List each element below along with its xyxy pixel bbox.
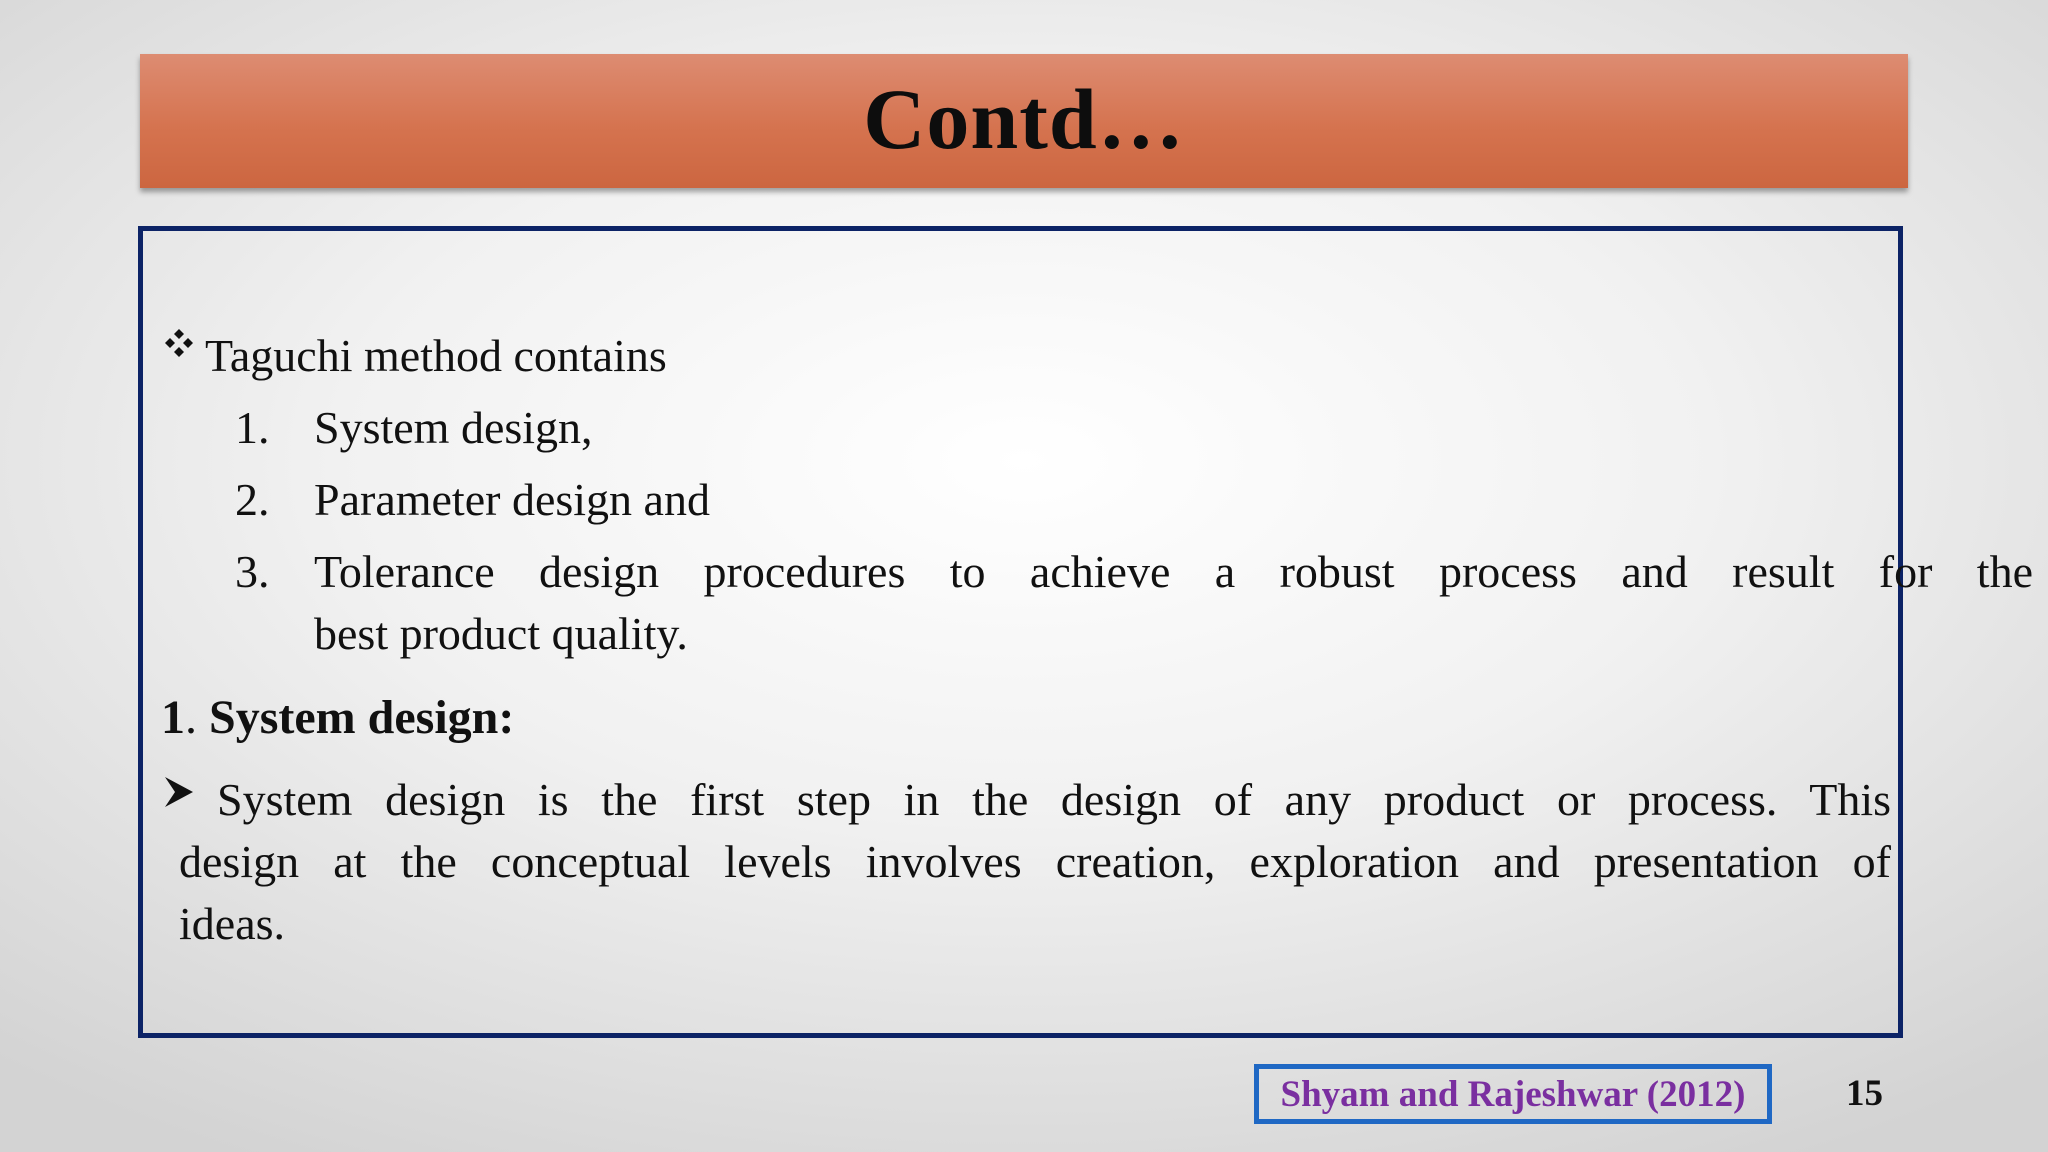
list-item-3-line-1: Tolerance design procedures to achieve a robust process and result for the — [314, 546, 2033, 597]
section-heading-separator: . — [185, 691, 197, 744]
content-box — [138, 226, 2033, 1038]
list-number-1: 1. — [235, 402, 270, 453]
page-number: 15 — [1846, 1073, 1883, 1114]
citation-text: Shyam and Rajeshwar (2012) — [1280, 1073, 1746, 1115]
title-banner — [140, 54, 1908, 188]
section-heading — [161, 689, 514, 747]
section-heading-number: 1 — [161, 691, 185, 744]
arrowhead-bullet-icon — [163, 775, 195, 809]
list-item-3-line-2: best product quality. — [314, 608, 688, 659]
citation-box — [1254, 1064, 1772, 1124]
list-item-2: Parameter design and — [314, 474, 710, 525]
list-item-1: System design, — [314, 402, 593, 453]
four-diamond-bullet-icon — [163, 327, 195, 359]
slide-title: Contd… — [863, 71, 1185, 167]
paragraph-line-2: design at the conceptual levels involves creation, exploration and presentation of — [179, 836, 1891, 887]
paragraph-line-1: System design is the first step in the design of any product or process. This — [217, 774, 1891, 825]
intro-text: Taguchi method contains — [205, 330, 667, 381]
paragraph-line-3: ideas. — [179, 898, 286, 949]
list-number-2: 2. — [235, 474, 270, 525]
section-heading-text: System design: — [197, 691, 515, 744]
list-number-3: 3. — [235, 546, 270, 597]
